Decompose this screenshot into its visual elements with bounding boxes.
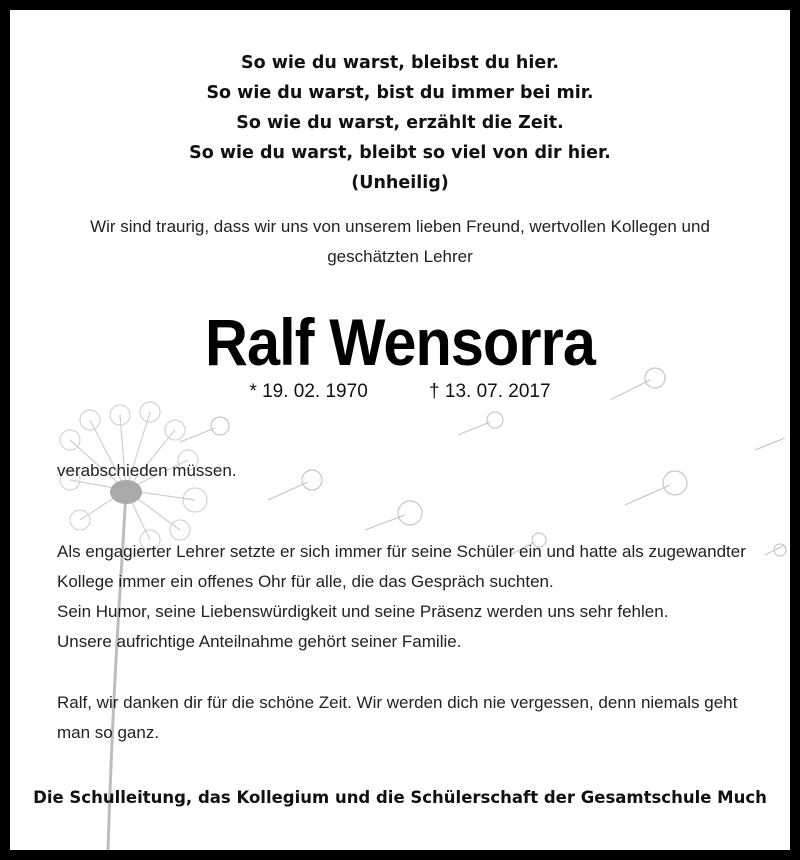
signature: Die Schulleitung, das Kollegium und die Schülerschaft der Gesamtschule Much bbox=[33, 788, 767, 807]
poem-line: So wie du warst, bleibst du hier. bbox=[240, 53, 560, 73]
tribute-line: Sein Humor, seine Liebenswürdigkeit und seine Präsenz werden uns sehr fehlen. bbox=[57, 602, 669, 621]
intro-text bbox=[60, 212, 740, 272]
thanks-line: Ralf, wir danken dir für die schöne Zeit. Wir werden dich nie vergessen, denn niemals geht bbox=[57, 693, 738, 712]
farewell-line: verabschieden müssen. bbox=[57, 461, 237, 480]
poem-block bbox=[10, 48, 790, 198]
birth-date: * 19. 02. 1970 bbox=[249, 381, 368, 402]
deceased-name: Ralf Wensorra bbox=[205, 305, 595, 379]
poem-line: So wie du warst, bist du immer bei mir. bbox=[206, 83, 594, 103]
thanks-line: man so ganz. bbox=[57, 723, 160, 742]
tribute-line: Kollege immer ein offenes Ohr für alle, die das Gespräch suchten. bbox=[57, 572, 554, 591]
life-dates bbox=[10, 381, 790, 403]
poem-line: So wie du warst, erzählt die Zeit. bbox=[236, 113, 564, 133]
poem-line: So wie du warst, bleibt so viel von dir hier. bbox=[189, 143, 611, 163]
farewell-text bbox=[57, 456, 757, 486]
intro-line: geschätzten Lehrer bbox=[327, 247, 473, 266]
thanks-paragraph bbox=[57, 688, 757, 748]
obituary-content bbox=[10, 10, 790, 850]
poem-attribution: (Unheilig) bbox=[351, 173, 449, 193]
tribute-line: Unsere aufrichtige Anteilnahme gehört seiner Familie. bbox=[57, 632, 462, 651]
death-date: † 13. 07. 2017 bbox=[429, 381, 551, 402]
intro-line: Wir sind traurig, dass wir uns von unserem lieben Freund, wertvollen Kollegen und bbox=[90, 217, 710, 236]
tribute-paragraph bbox=[57, 537, 757, 657]
tribute-line: Als engagierter Lehrer setzte er sich immer für seine Schüler ein und hatte als zugewandter bbox=[57, 542, 746, 561]
